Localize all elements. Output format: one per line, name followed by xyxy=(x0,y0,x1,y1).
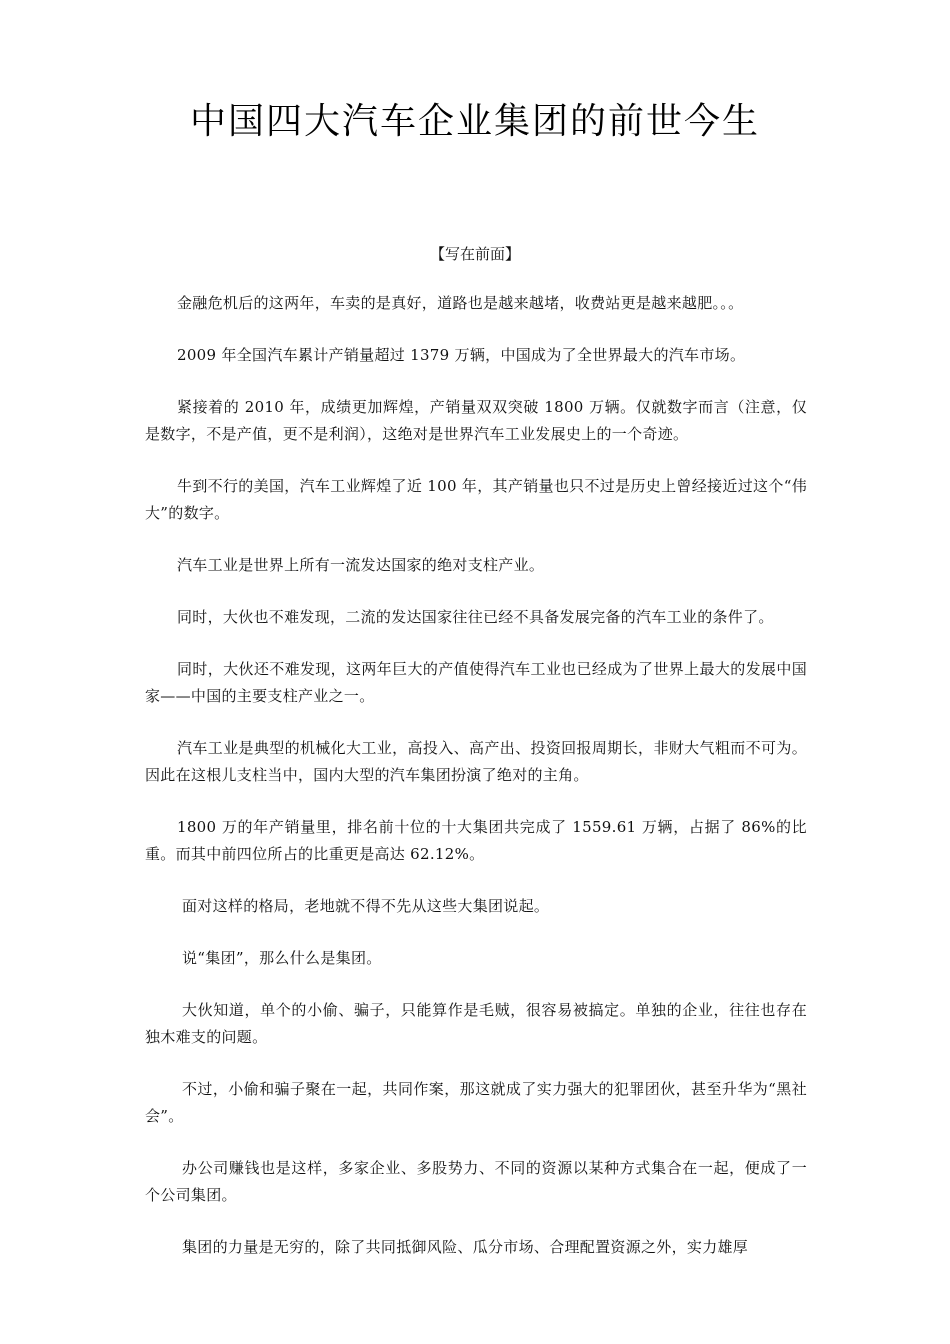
paragraph: 牛到不行的美国，汽车工业辉煌了近 100 年，其产销量也只不过是历史上曾经接近过这个“伟大”的数字。 xyxy=(145,477,807,522)
paragraph: 同时，大伙还不难发现，这两年巨大的产值使得汽车工业也已经成为了世界上最大的发展中国家——中国的主要支柱产业之一。 xyxy=(145,660,807,705)
paragraph: 汽车工业是典型的机械化大工业，高投入、高产出、投资回报周期长，非财大气粗而不可为。因此在这根儿支柱当中，国内大型的汽车集团扮演了绝对的主角。 xyxy=(145,739,807,784)
paragraph: 1800 万的年产销量里，排名前十位的十大集团共完成了 1559.61 万辆，占据了 86%的比重。而其中前四位所占的比重更是高达 62.12%。 xyxy=(145,818,807,863)
paragraph: 紧接着的 2010 年，成绩更加辉煌，产销量双双突破 1800 万辆。仅就数字而言（注意，仅是数字，不是产值，更不是利润），这绝对是世界汽车工业发展史上的一个奇迹。 xyxy=(145,398,807,443)
paragraph: 集团的力量是无穷的，除了共同抵御风险、瓜分市场、合理配置资源之外，实力雄厚 xyxy=(182,1238,749,1256)
paragraph: 大伙知道，单个的小偷、骗子，只能算作是毛贼，很容易被搞定。单独的企业，往往也存在独木难支的问题。 xyxy=(145,1001,807,1046)
section-heading: 【写在前面】 xyxy=(429,245,520,263)
paragraph: 不过，小偷和骗子聚在一起，共同作案，那这就成了实力强大的犯罪团伙，甚至升华为“黑社会”。 xyxy=(145,1080,807,1125)
paragraph: 办公司赚钱也是这样，多家企业、多股势力、不同的资源以某种方式集合在一起，便成了一个公司集团。 xyxy=(145,1159,807,1204)
paragraph: 面对这样的格局，老地就不得不先从这些大集团说起。 xyxy=(182,897,550,915)
document-body xyxy=(145,290,807,1286)
paragraph: 2009 年全国汽车累计产销量超过 1379 万辆，中国成为了全世界最大的汽车市场。 xyxy=(177,346,746,364)
paragraph: 同时，大伙也不难发现，二流的发达国家往往已经不具备发展完备的汽车工业的条件了。 xyxy=(177,608,774,626)
paragraph: 汽车工业是世界上所有一流发达国家的绝对支柱产业。 xyxy=(177,556,545,574)
paragraph: 金融危机后的这两年，车卖的是真好，道路也是越来越堵，收费站更是越来越肥。。。 xyxy=(177,294,744,312)
document-title: 中国四大汽车企业集团的前世今生 xyxy=(189,101,760,142)
paragraph: 说“集团”，那么什么是集团。 xyxy=(182,949,382,967)
